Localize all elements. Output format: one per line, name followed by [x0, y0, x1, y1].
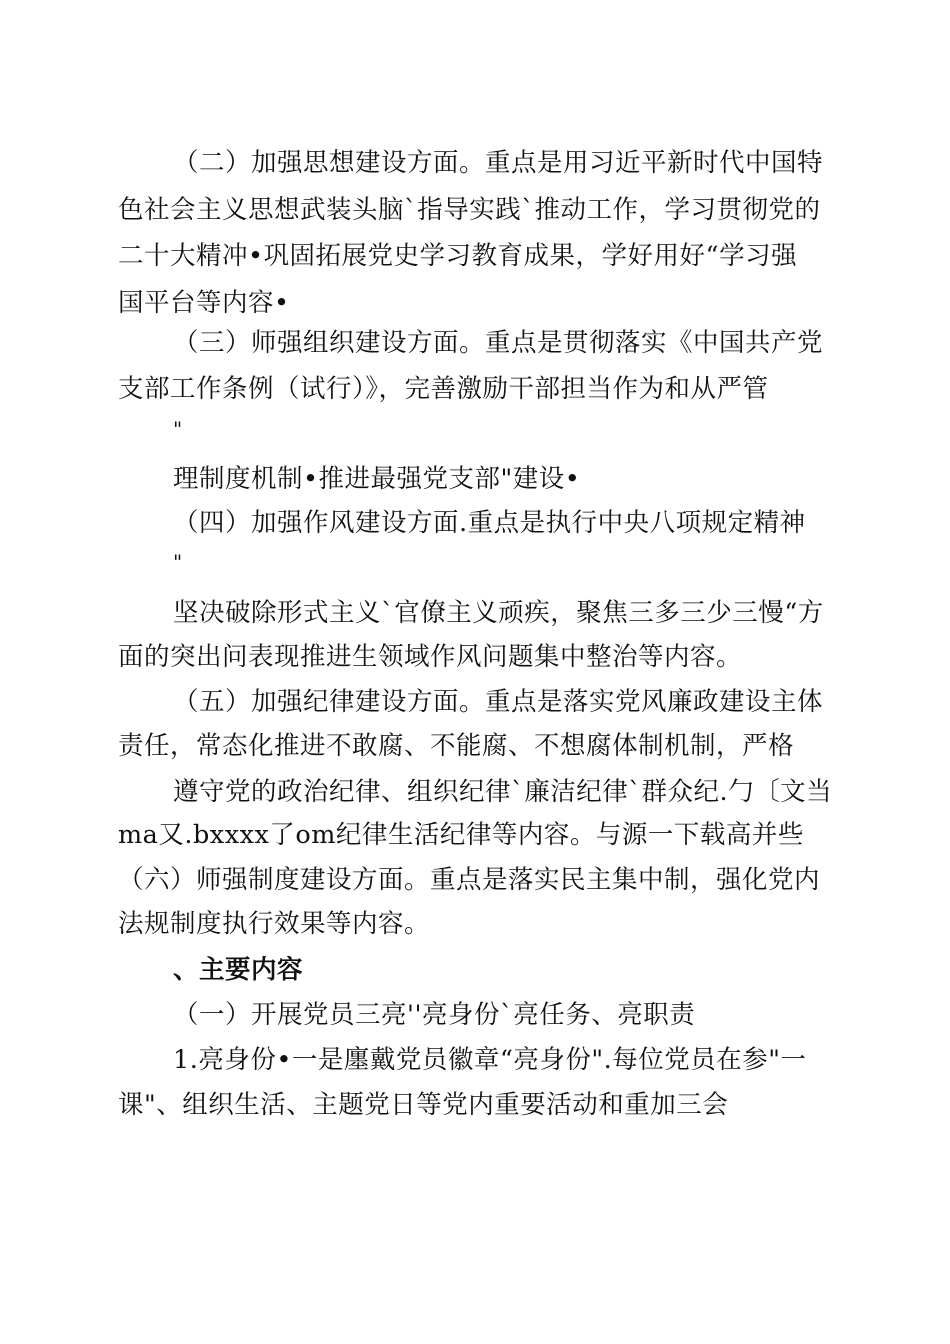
paragraph-5-line-1: （五）加强纪律建设方面。重点是落实党风廉政建设主体: [173, 687, 824, 717]
stray-quote-mark: ": [173, 550, 183, 574]
paragraph-2-line-4: 国平台等内容•: [118, 288, 290, 318]
stray-quote-mark: ": [173, 417, 183, 441]
paragraph-6-line-1: （六）师强制度建设方面。重点是落实民主集中制，强化党内: [118, 865, 821, 895]
paragraph-5-line-3: 遵守党的政治纪律、组织纪律`廉洁纪律`群众纪.勹〔文当: [173, 777, 833, 807]
paragraph-5-line-2: 责任，常态化推进不敢腐、不能腐、不想腐体制机制，严格: [118, 731, 795, 761]
paragraph-5-line-4: ma又.bxxxx了om纪律生活纪律等内容。与源一下载高并些: [118, 820, 804, 850]
paragraph-3-line-3: 理制度机制•推进最强党支部"建设•: [173, 464, 581, 494]
subsection-heading: （一）开展党员三亮''亮身份`亮任务、亮职责: [173, 1000, 696, 1030]
paragraph-7-line-2: 课"、组织生活、主题党日等党内重要活动和重加三会: [118, 1090, 729, 1120]
paragraph-4-line-1: （四）加强作风建设方面.重点是执行中央八项规定精神: [173, 508, 806, 538]
paragraph-7-line-1: 1.亮身份•一是廛戴党员徽章“亮身份".每位党员在参"一: [173, 1045, 807, 1075]
paragraph-4-line-2: 坚决破除形式主义`官僚主义顽疾，聚焦三多三少三慢“方: [173, 598, 824, 628]
paragraph-4-line-3: 面的突出问表现推进生领域作风问题集中整治等内容。: [118, 642, 743, 672]
paragraph-2-line-1: （二）加强思想建设方面。重点是用习近平新时代中国特: [173, 148, 824, 178]
paragraph-3-line-2: 支部工作条例（试行）》，完善激励干部担当作为和从严管: [118, 374, 769, 404]
paragraph-2-line-3: 二十大精冲•巩固拓展党史学习教育成果，学好用好“学习强: [118, 241, 798, 271]
section-heading: 、主要内容: [173, 955, 304, 985]
paragraph-3-line-1: （三）师强组织建设方面。重点是贯彻落实《中国共产党: [173, 328, 824, 358]
paragraph-2-line-2: 色社会主义思想武装头脑`指导实践`推动工作，学习贯彻党的: [118, 195, 821, 225]
paragraph-6-line-2: 法规制度执行效果等内容。: [118, 909, 431, 939]
